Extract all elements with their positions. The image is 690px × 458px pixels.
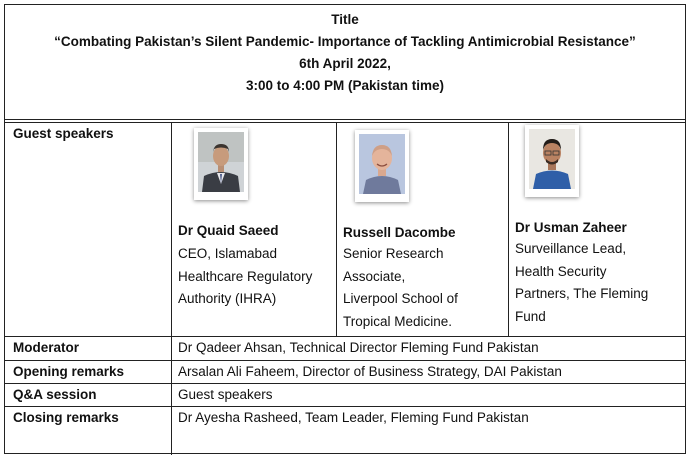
divider xyxy=(5,119,685,120)
speaker-role-line: Liverpool School of xyxy=(343,291,458,306)
qa-session-label: Q&A session xyxy=(13,387,97,402)
speaker-role-line: Senior Research xyxy=(343,246,444,261)
speaker-role-line: Health Security xyxy=(515,263,607,279)
closing-remarks-value: Dr Ayesha Rasheed, Team Leader, Fleming Fund Pakistan xyxy=(178,410,529,425)
speaker-photo xyxy=(355,130,409,202)
portrait-suit-man-icon xyxy=(198,132,244,192)
divider xyxy=(5,360,685,361)
moderator-label: Moderator xyxy=(13,340,80,355)
speaker-role-line: Partners, The Fleming xyxy=(515,286,649,301)
speaker-name: Dr Usman Zaheer xyxy=(515,220,627,235)
divider xyxy=(5,406,685,407)
speaker-role-line: Surveillance Lead, xyxy=(515,241,627,256)
divider xyxy=(508,122,509,336)
speaker-role xyxy=(343,243,458,333)
speaker-role xyxy=(178,243,312,311)
divider xyxy=(336,122,337,336)
title-block xyxy=(5,9,685,97)
portrait-bald-man-icon xyxy=(359,134,405,194)
speaker-role-line: Associate, xyxy=(343,268,406,284)
speaker-role-line: Authority (IHRA) xyxy=(178,291,277,306)
opening-remarks-value: Arsalan Ali Faheem, Director of Business Strategy, DAI Pakistan xyxy=(178,364,562,379)
guest-speakers-label: Guest speakers xyxy=(13,126,114,141)
closing-remarks-label: Closing remarks xyxy=(13,410,119,425)
title-label: Title xyxy=(331,12,359,27)
event-time: 3:00 to 4:00 PM (Pakistan time) xyxy=(245,78,445,93)
speaker-role-line: CEO, Islamabad xyxy=(178,246,278,261)
portrait-young-man-icon xyxy=(529,129,575,189)
agenda-table xyxy=(4,4,686,454)
speaker-name: Dr Quaid Saeed xyxy=(178,223,279,238)
speaker-name: Russell Dacombe xyxy=(343,225,456,240)
speaker-role xyxy=(515,238,648,328)
speaker-role-line: Fund xyxy=(515,308,546,324)
speaker-photo xyxy=(525,125,579,197)
divider xyxy=(5,336,685,337)
speaker-role-line: Healthcare Regulatory xyxy=(178,268,313,284)
speaker-photo xyxy=(194,128,248,200)
moderator-value: Dr Qadeer Ahsan, Technical Director Fleming Fund Pakistan xyxy=(178,340,539,355)
opening-remarks-label: Opening remarks xyxy=(13,364,125,379)
event-title: “Combating Pakistan’s Silent Pandemic- Importance of Tackling Antimicrobial Resistance” xyxy=(54,34,636,49)
divider xyxy=(171,122,172,455)
divider xyxy=(5,383,685,384)
qa-session-value: Guest speakers xyxy=(178,387,273,402)
divider xyxy=(5,122,685,123)
event-date: 6th April 2022, xyxy=(299,56,391,71)
speaker-role-line: Tropical Medicine. xyxy=(343,313,453,329)
